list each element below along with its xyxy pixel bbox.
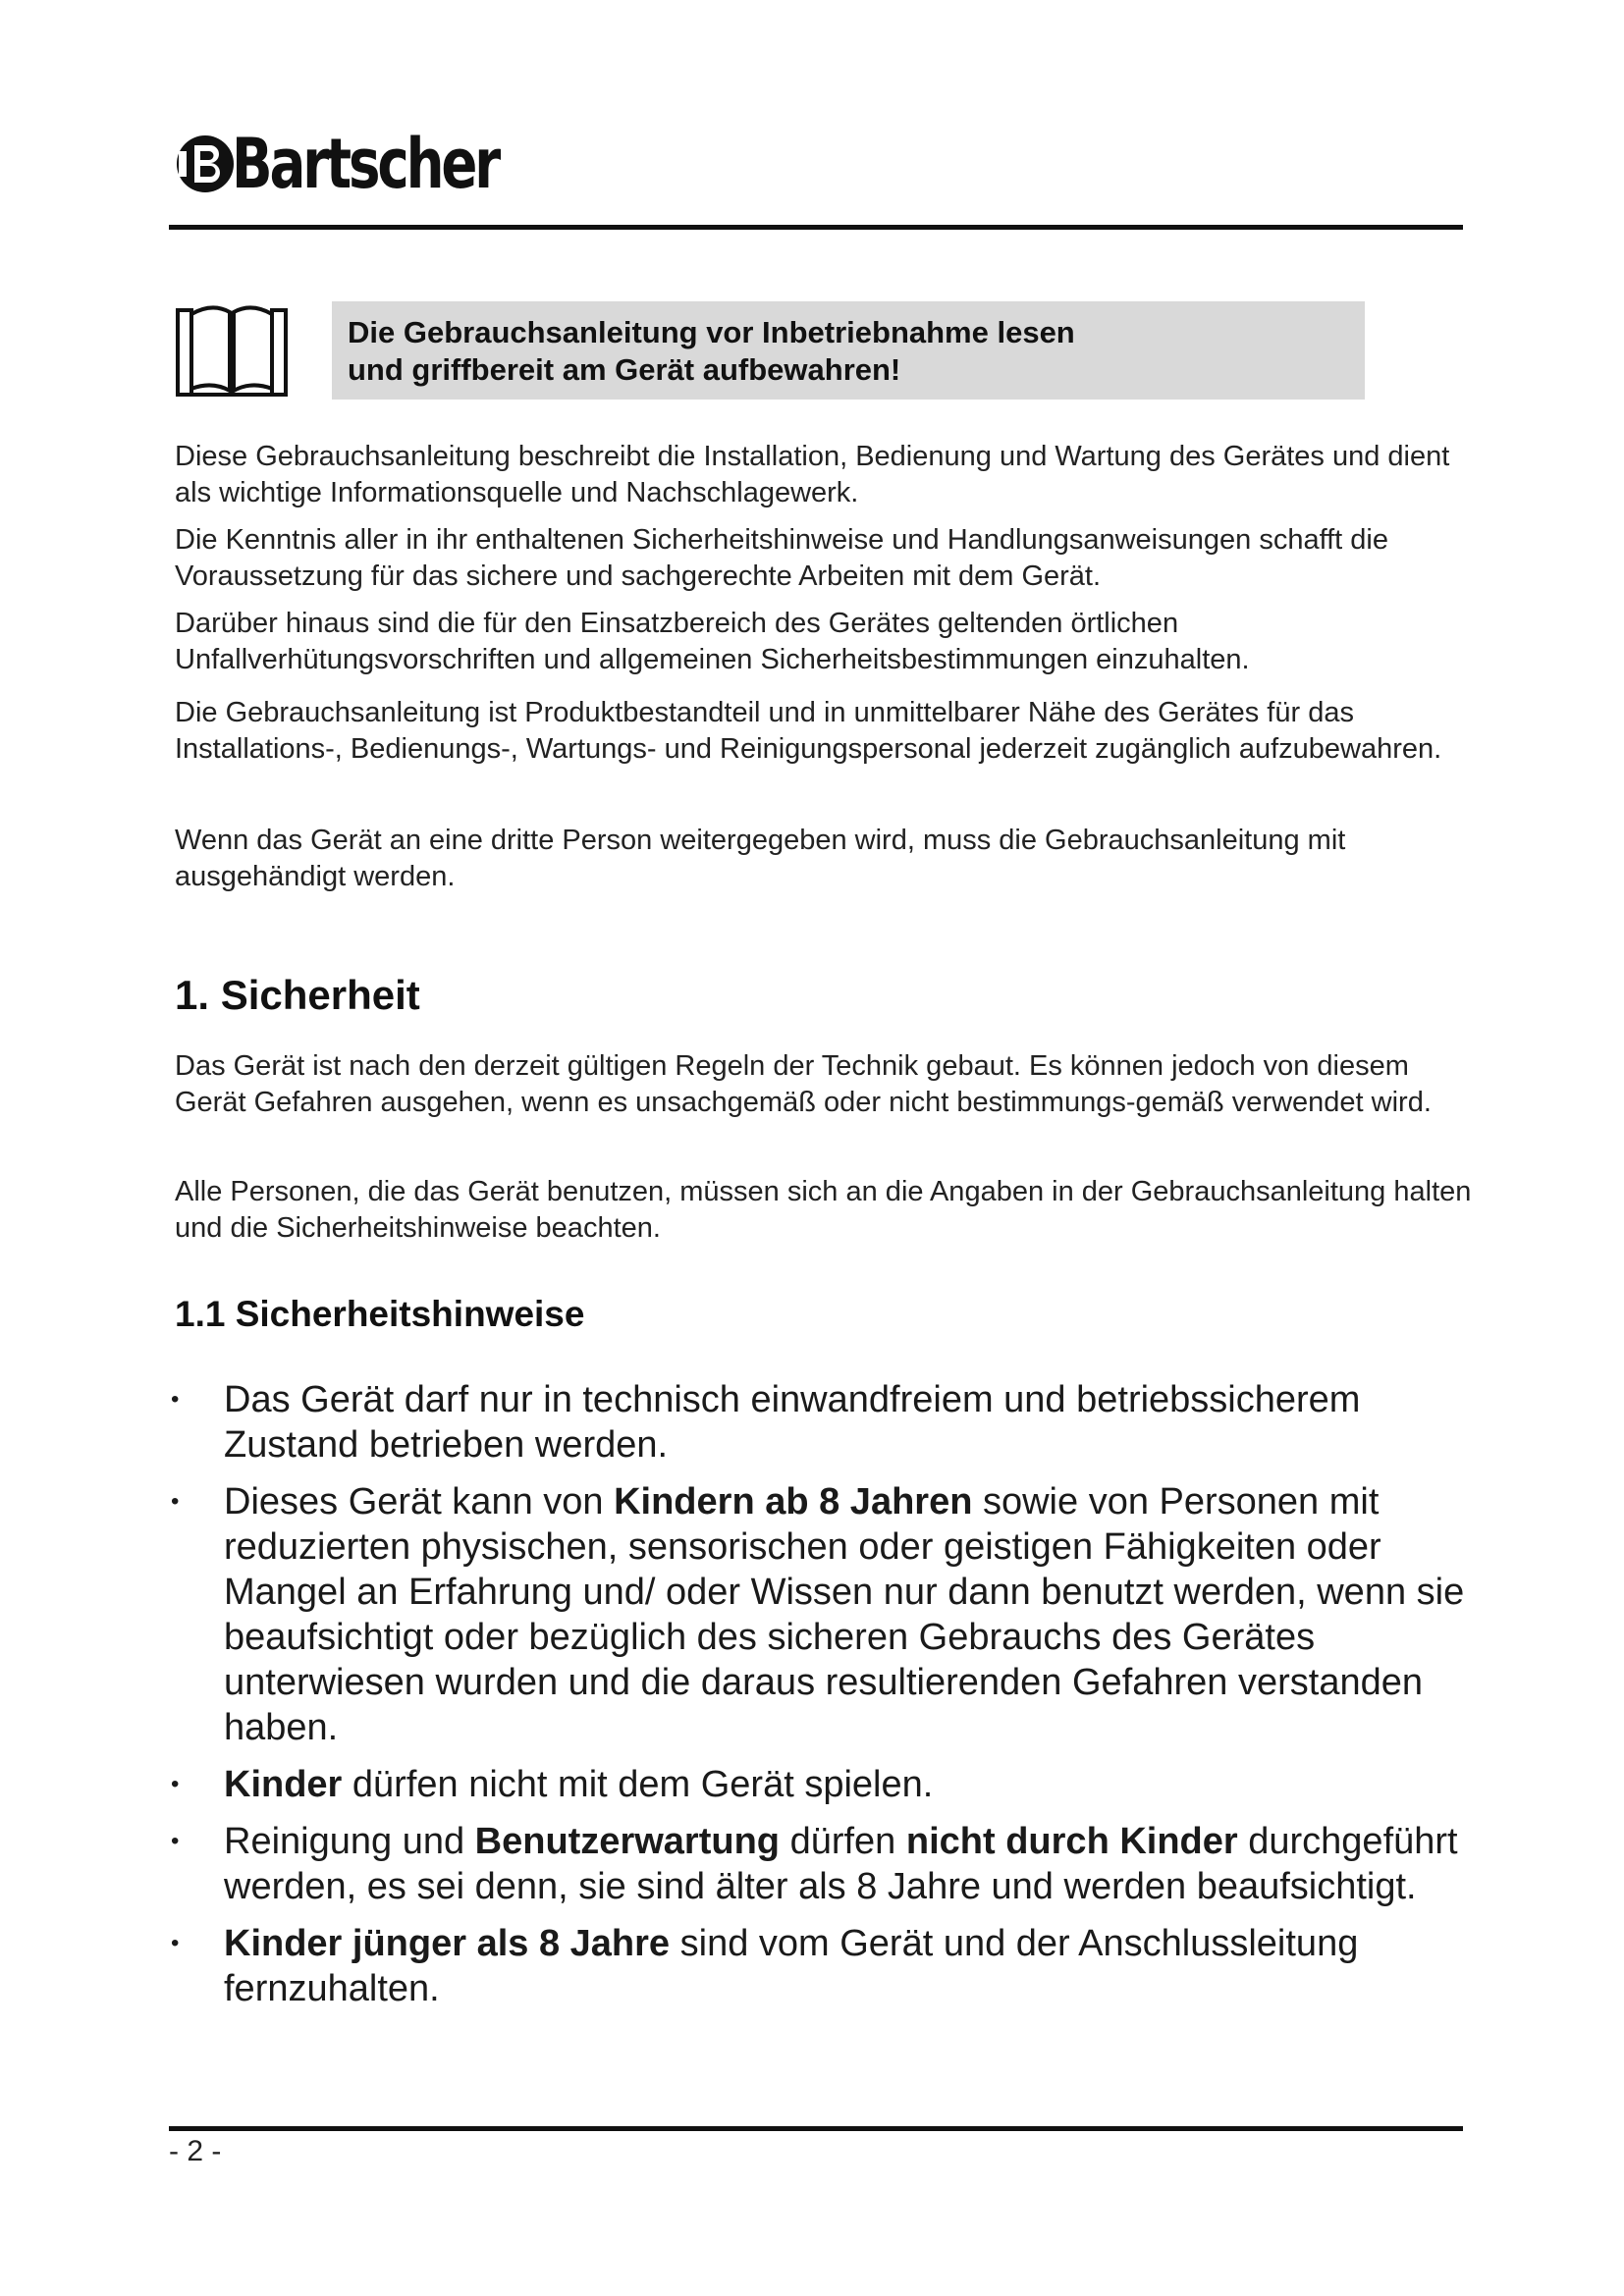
notice-line-2: und griffbereit am Gerät aufbewahren!: [348, 352, 901, 387]
bullet-bold-text: Benutzerwartung: [474, 1821, 781, 1862]
section-title: 1. Sicherheit: [175, 972, 420, 1018]
bartscher-b-logo-icon: [175, 133, 236, 194]
bullet-text: sind vom Gerät und der Anschlussleitung fernzuhalten.: [224, 1923, 1359, 2009]
subsection-title: 1.1 Sicherheitshinweise: [175, 1294, 585, 1334]
bullet-text: Dieses Gerät kann von: [224, 1481, 615, 1522]
notice-box: [332, 301, 1365, 400]
intro-paragraph-1: Diese Gebrauchsanleitung beschreibt die Installation, Bedienung und Wartung des Gerätes und dient als wichtige Informationsquelle und Nachschlagewerk.: [175, 441, 1450, 508]
safety-bullet-item: [169, 1921, 1485, 2011]
bullet-text: durchgeführt werden, es sei denn, sie sind älter als 8 Jahre und werden beaufsichtigt.: [224, 1821, 1458, 1907]
bullet-text: dürfen nicht mit dem Gerät spielen.: [342, 1764, 934, 1805]
safety-bullet-list: [169, 1377, 1485, 2011]
open-book-icon: [175, 300, 289, 399]
intro-paragraph-4: Die Gebrauchsanleitung ist Produktbestandteil und in unmittelbarer Nähe des Gerätes für das Installations-, Bedienungs-, Wartungs- und Reinigungspersonal jederzeit zugänglich aufzubewahren.: [175, 697, 1442, 765]
bullet-bold-text: Kinder jünger als 8 Jahre: [224, 1923, 671, 1964]
bullet-bold-text: Kindern ab 8 Jahren: [614, 1481, 973, 1522]
header-divider: [169, 225, 1463, 230]
safety-bullet-item: [169, 1479, 1485, 1750]
bullet-text: dürfen: [780, 1821, 906, 1862]
footer-divider: [169, 2126, 1463, 2131]
safety-bullet-item: [169, 1762, 1485, 1807]
bullet-text: Das Gerät darf nur in technisch einwandfreiem und betriebssicherem Zustand betrieben werden.: [224, 1379, 1361, 1466]
intro-paragraph-3: Darüber hinaus sind die für den Einsatzbereich des Gerätes geltenden örtlichen Unfallverhütungsvorschriften und allgemeinen Sicherheitsbestimmungen einzuhalten.: [175, 608, 1250, 675]
intro-paragraph-2: Die Kenntnis aller in ihr enthaltenen Sicherheitshinweise und Handlungsanweisungen schafft die Voraussetzung für das sichere und sachgerechte Arbeiten mit dem Gerät.: [175, 524, 1388, 592]
section-paragraph-1: Das Gerät ist nach den derzeit gültigen Regeln der Technik gebaut. Es können jedoch von diesem Gerät Gefahren ausgehen, wenn es unsachgemäß oder nicht bestimmungs-gemäß verwendet wird.: [175, 1050, 1432, 1118]
brand-name: Bartscher: [232, 124, 499, 204]
page-number: - 2 -: [169, 2135, 222, 2167]
safety-bullet-item: [169, 1819, 1485, 1909]
bullet-text: Reinigung und: [224, 1821, 475, 1862]
brand-logo: [175, 120, 573, 208]
bullet-text: sowie von Personen mit reduzierten physischen, sensorischen oder geistigen Fähigkeiten oder Mangel an Erfahrung und/ oder Wissen nur dann benutzt werden, wenn sie beaufsichtigt oder bezüglich des sicheren Gebrauchs des Gerätes unterwiesen wurden und die daraus resultierenden Gefahren verstanden haben.: [224, 1481, 1465, 1748]
bullet-bold-text: Kinder: [224, 1764, 343, 1805]
section-paragraph-2: Alle Personen, die das Gerät benutzen, müssen sich an die Angaben in der Gebrauchsanleitung halten und die Sicherheitshinweise beachten.: [175, 1176, 1472, 1244]
safety-bullet-item: [169, 1377, 1485, 1468]
notice-line-1: Die Gebrauchsanleitung vor Inbetriebnahme lesen: [348, 315, 1075, 349]
intro-paragraph-5: Wenn das Gerät an eine dritte Person weitergegeben wird, muss die Gebrauchsanleitung mit ausgehändigt werden.: [175, 825, 1346, 892]
bullet-bold-text: nicht durch Kinder: [905, 1821, 1238, 1862]
